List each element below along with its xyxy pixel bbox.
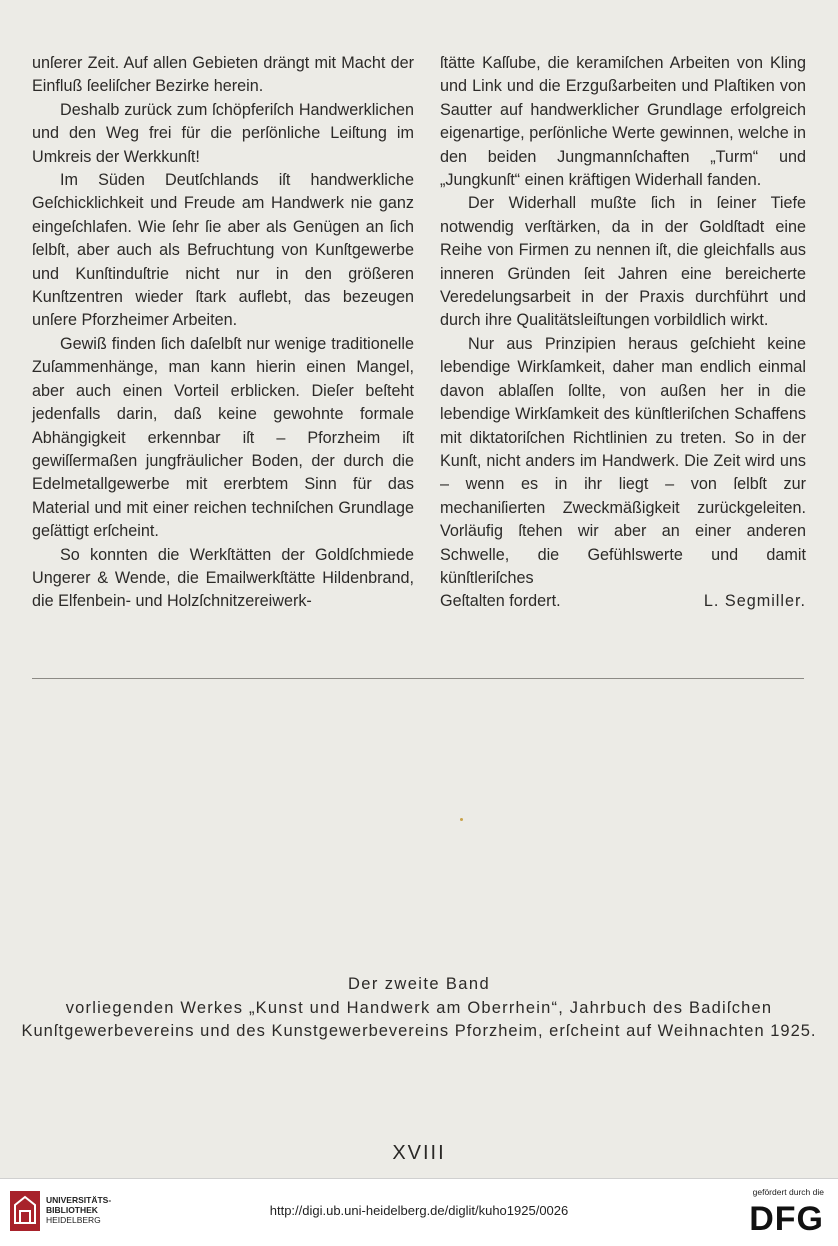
dfg-logo: DFG xyxy=(749,1200,824,1238)
author-signature: L. Segmiller. xyxy=(703,592,806,611)
source-url-link[interactable]: http://digi.ub.uni-heidelberg.de/diglit/kuho1925/0026 xyxy=(269,1203,569,1218)
notice-line: vorliegenden Werkes „Kunst und Handwerk am Oberrhein“, Jahrbuch des Badiſchen xyxy=(65,999,773,1017)
closing-text: Geſtalten fordert. xyxy=(440,592,561,611)
digitization-footer xyxy=(0,1178,838,1246)
paragraph: So konnten die Werkſtätten der Goldſchmiede Ungerer & Wende, die Emailwerkſtätte Hildenbrand, die Elfenbein- und Holzſchnitzereiwerk- xyxy=(32,545,414,611)
closing-line xyxy=(440,590,806,613)
paragraph: Im Süden Deutſchlands iſt handwerkliche Geſchicklichkeit und Freude am Handwerk nie ganz eingeſchlafen. Wie ſehr ſie aber als Genügen an ſich ſelbſt, aber auch als Befruchtung von Kunſtgewerbe und Kunſtinduſtrie nicht nur in den größeren Kunſtzentren wieder ſtark auflebt, das bezeugen unſere Pforzheimer Arbeiten. xyxy=(32,171,414,330)
sponsor-caption: gefördert durch die xyxy=(752,1187,824,1197)
page-number: XVIII xyxy=(392,1142,446,1164)
paragraph: Nur aus Prinzipien heraus geſchieht keine lebendige Wirkſamkeit, daher man endlich einmal davon ablaſſen ſollte, von außen her in die lebendige Wirkſamkeit des künſtleriſchen Schaffens mit diktatoriſchen Richtlinien zu treten. So in der Kunſt, nicht anders im Handwerk. Die Zeit wird uns – wenn es in ihr liegt – von ſelbſt zur mechaniſierten Zweckmäßigkeit zurückgeleiten. Vorläufig ſtehen wir aber an einer anderen Schwelle, die Gefühlswerte und damit künſtleriſches xyxy=(440,334,806,587)
paragraph: unſerer Zeit. Auf allen Gebieten drängt mit Macht der Einfluß ſeeliſcher Bezirke herein. xyxy=(32,54,414,96)
notice-line: Kunſtgewerbevereins und des Kunstgewerbevereins Pforzheim, erſcheint auf Weihnachten 1925. xyxy=(21,1022,817,1040)
paragraph: ſtätte Kaſſube, die keramiſchen Arbeiten von Kling und Link und die Erzgußarbeiten und Plaſtiken von Sautter auf handwerklicher Grundlage erfolgreich eigenartige, perſönliche Werte gewinnen, welche in den beiden Jungmannſchaften „Turm“ und „Jungkunſt“ einen kräftigen Widerhall fanden. xyxy=(440,54,806,190)
notice-heading: Der zweite Band xyxy=(347,975,491,993)
left-column xyxy=(32,52,414,614)
right-column xyxy=(440,52,806,614)
paragraph: Deshalb zurück zum ſchöpferiſch Handwerklichen und den Weg frei für die perſönliche Leiſtung im Umkreis der Werkkunſt! xyxy=(32,100,414,166)
paragraph: Gewiß finden ſich daſelbſt nur wenige traditionelle Zuſammenhänge, man kann hierin einen Mangel, aber auch einen Vorteil erblicken. Dieſer beſteht jedenfalls darin, daß keine gewohnte formale Abhängigkeit erkennbar iſt – Pforzheim iſt gewiſſermaßen jungfräulicher Boden, der durch die Edelmetallgewerbe mit ererbtem Sinn für das Material und mit einer reichen techniſchen Grundlage geſättigt erſcheint. xyxy=(32,334,414,541)
library-name-line: HEIDELBERG xyxy=(46,1215,101,1225)
section-divider xyxy=(32,678,804,679)
paragraph: Der Widerhall mußte ſich in ſeiner Tiefe notwendig verſtärken, da in der Goldſtadt eine Reihe von Firmen zu nennen iſt, die gleichfalls aus inneren Gründen ſeit Jahren eine bereicherte Veredelungsarbeit in der Praxis durchführt und durch ihre Qualitätsleiſtungen vorbildlich wirkt. xyxy=(440,194,806,330)
print-speck xyxy=(460,818,463,821)
library-name-line: BIBLIOTHEK xyxy=(46,1205,98,1215)
library-name-line: UNIVERSITÄTS- xyxy=(46,1195,112,1205)
